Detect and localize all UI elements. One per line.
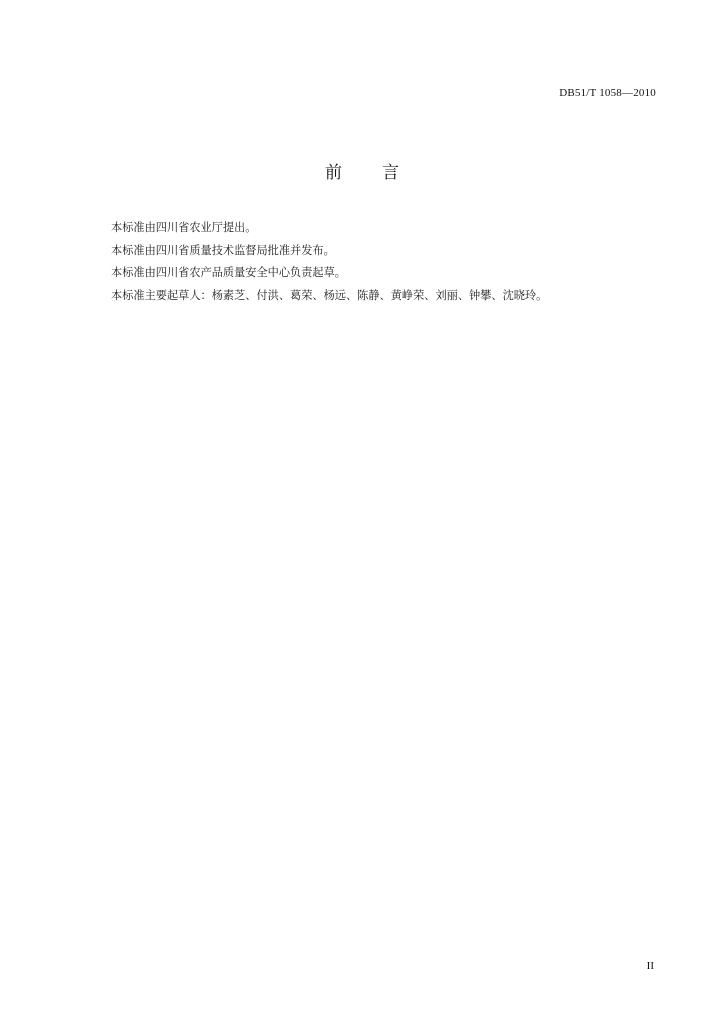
title-char-2: 言 — [382, 163, 399, 183]
page-number: II — [646, 960, 654, 972]
standard-code: DB51/T 1058—2010 — [559, 87, 656, 99]
paragraph-drafting-unit: 本标准由四川省农产品质量安全中心负责起草。 — [111, 266, 346, 279]
title-char-1: 前 — [325, 163, 342, 183]
foreword-body — [111, 217, 664, 307]
paragraph-approver: 本标准由四川省质量技术监督局批准并发布。 — [111, 243, 335, 257]
page-title — [0, 158, 724, 183]
paragraph-drafters: 本标准主要起草人：杨素芝、付洪、葛荣、杨远、陈静、黄峥荣、刘丽、钟攀、沈晓玲。 — [111, 288, 548, 302]
paragraph-proposer: 本标准由四川省农业厅提出。 — [111, 221, 257, 234]
